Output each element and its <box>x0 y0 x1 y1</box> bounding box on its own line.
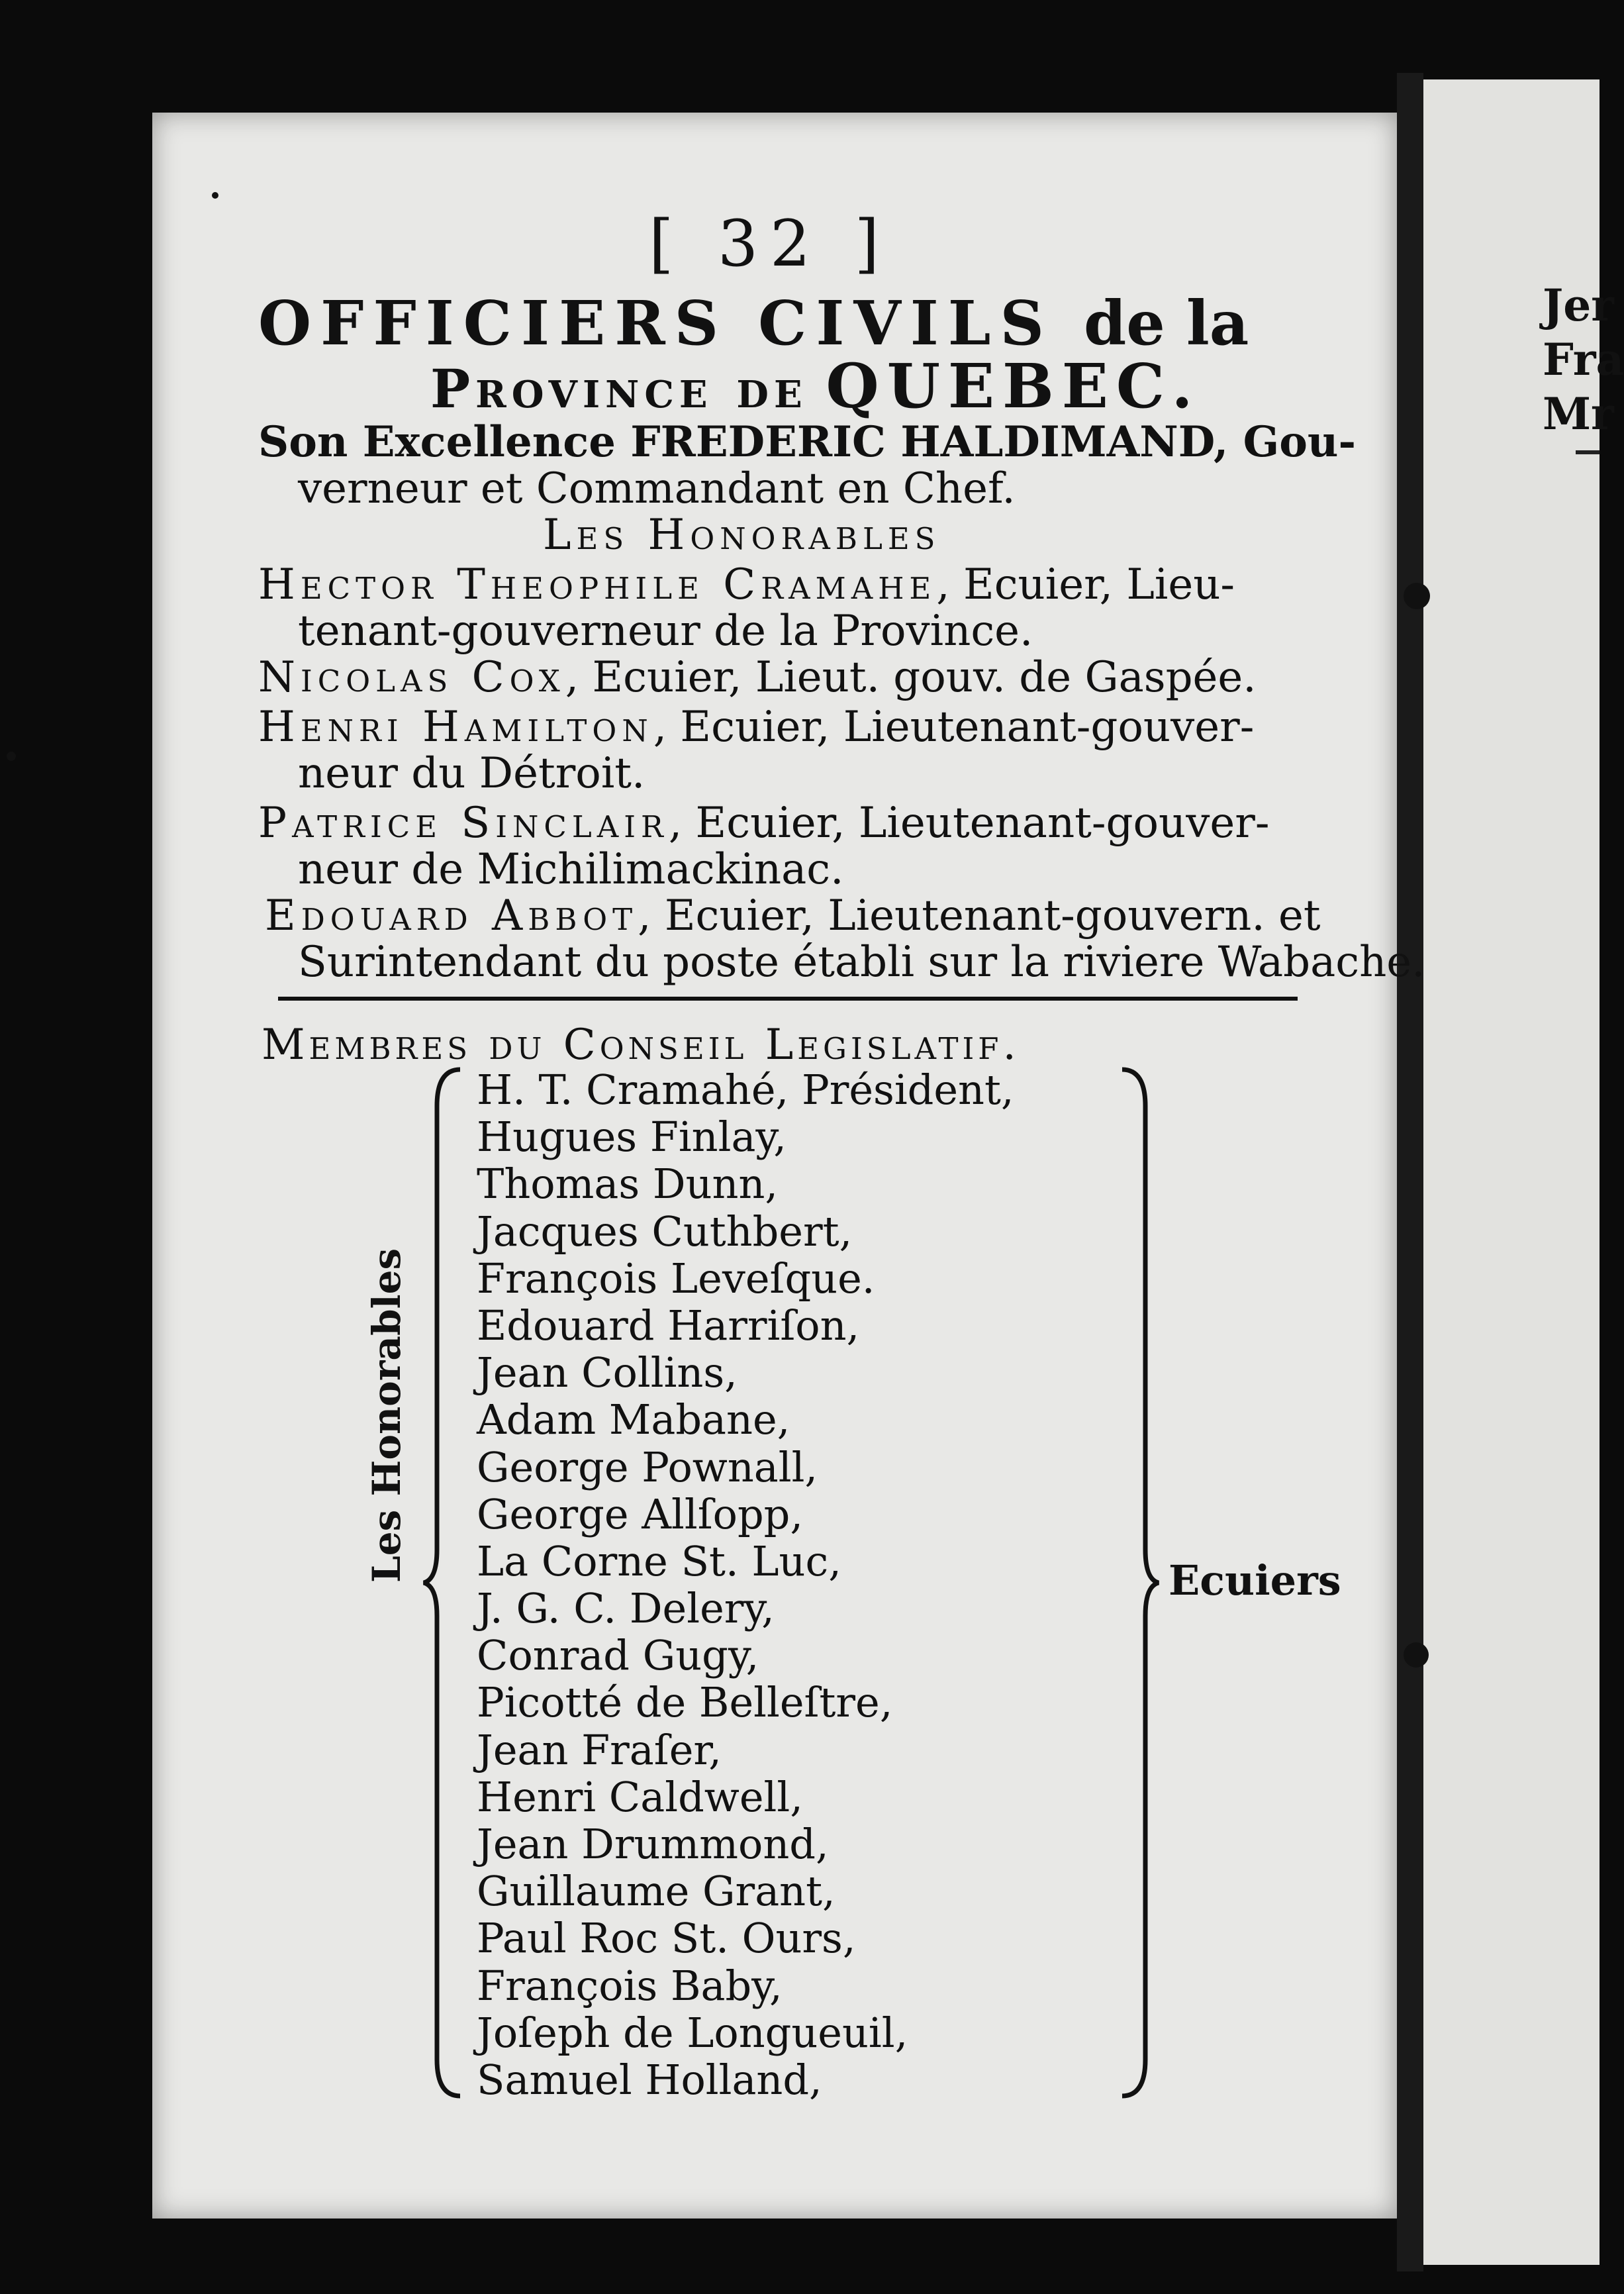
page-title <box>258 287 1249 359</box>
council-member: George Allſopp, <box>477 1489 804 1538</box>
officer-entry <box>258 798 1269 848</box>
council-member: Jean Drummond, <box>477 1820 829 1868</box>
council-member: Paul Roc St. Ours, <box>477 1914 856 1963</box>
council-member: H. T. Cramahé, Président, <box>477 1066 1014 1114</box>
council-member: Adam Mabane, <box>477 1395 790 1444</box>
subtitle-prefix: Province de <box>430 358 808 420</box>
governor-title: verneur et Commandant en Chef. <box>298 464 1016 513</box>
section-divider <box>278 997 1298 1001</box>
officer-entry-cont: Surintendant du poste établi sur la riviere Wabache. <box>298 938 1425 987</box>
page-subtitle <box>430 350 1201 422</box>
officer-title: , Ecuier, Lieutenant-gouvern. et <box>638 891 1321 940</box>
facing-fragment: Jer <box>1543 279 1614 331</box>
council-member: Hugues Finlay, <box>477 1113 787 1162</box>
officer-entry <box>258 652 1257 703</box>
council-member: François Baby, <box>477 1961 783 2010</box>
facing-fragment: Mr <box>1543 388 1614 440</box>
council-member: Jacques Cuthbert, <box>477 1207 853 1256</box>
officer-name: Henri Hamilton <box>258 703 653 752</box>
officer-title: , Ecuier, Lieu- <box>936 560 1235 609</box>
officer-title: , Ecuier, Lieutenant-gouver- <box>653 703 1255 752</box>
officer-entry-cont: tenant-gouverneur de la Province. <box>298 607 1033 656</box>
officer-name: Nicolas Cox <box>258 653 565 702</box>
governor-line: Son Excellence FREDERIC HALDIMAND, Gou- <box>258 417 1356 467</box>
officer-entry <box>265 891 1321 941</box>
council-member: Henri Caldwell, <box>477 1772 803 1821</box>
left-brace <box>424 1066 463 2099</box>
officer-name: Edouard Abbot <box>265 891 638 940</box>
council-member: George Pownall, <box>477 1442 818 1491</box>
officer-title: , Ecuier, Lieutenant-gouver- <box>668 799 1270 848</box>
officer-entry <box>258 560 1235 610</box>
council-member: Thomas Dunn, <box>477 1160 779 1209</box>
officer-entry <box>258 702 1254 752</box>
council-heading: Membres du Conseil Legislatif. <box>262 1021 1020 1070</box>
subtitle-main: QUEBEC. <box>826 350 1201 422</box>
council-member: J. G. C. Delery, <box>477 1584 775 1633</box>
council-member: La Corne St. Luc, <box>477 1536 841 1585</box>
council-member: Conrad Gugy, <box>477 1631 759 1680</box>
officer-name: Patrice Sinclair <box>258 799 669 848</box>
page-number: [ 32 ] <box>649 207 892 281</box>
council-member: Jean Collins, <box>477 1348 738 1397</box>
council-member: Picotté de Belleſtre, <box>477 1678 893 1727</box>
ecuiers-side-label: Ecuiers <box>1169 1556 1341 1605</box>
council-member: Edouard Harriſon, <box>477 1301 860 1350</box>
right-brace <box>1119 1066 1159 2099</box>
officer-entry-cont: neur du Détroit. <box>298 749 645 798</box>
title-suffix: de la <box>1083 287 1249 359</box>
facing-fragment: Fra <box>1543 334 1624 385</box>
officer-entry-cont: neur de Michilimackinac. <box>298 845 844 894</box>
officer-title: , Ecuier, Lieut. gouv. de Gaspée. <box>565 653 1257 702</box>
honorables-side-label: Les Honorables <box>364 1248 409 1583</box>
council-member-list <box>477 1066 1014 2103</box>
council-member: Guillaume Grant, <box>477 1867 836 1916</box>
officer-name: Hector Theophile Cramahe <box>258 560 937 609</box>
title-main: OFFICIERS CIVILS <box>258 287 1053 359</box>
council-member: Samuel Holland, <box>477 2055 822 2104</box>
council-member: François Leveſque. <box>477 1254 875 1303</box>
honorables-heading: Les Honorables <box>543 511 941 560</box>
council-member: Joſeph de Longueuil, <box>477 2008 908 2057</box>
council-member: Jean Fraſer, <box>477 1725 722 1774</box>
